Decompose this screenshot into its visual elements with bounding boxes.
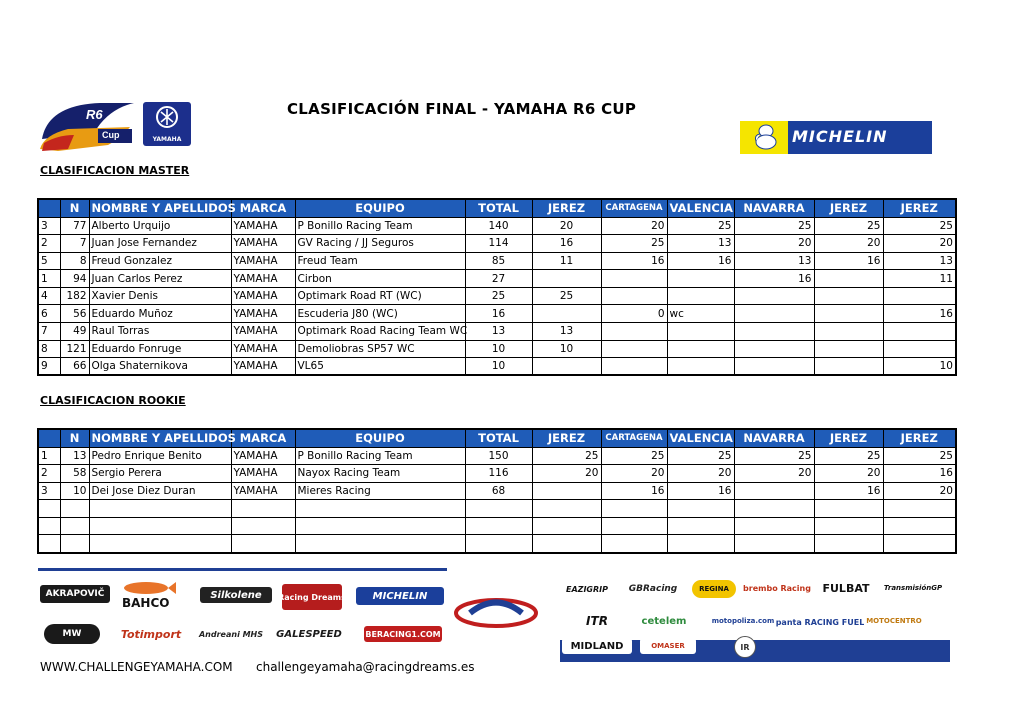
table-cell: 2	[38, 235, 60, 253]
table-cell: 25	[532, 287, 601, 305]
table-cell	[883, 340, 956, 358]
table-cell: 68	[465, 482, 532, 500]
col-header-jerez-1: JEREZ	[532, 429, 601, 447]
r6-cup-logo	[38, 99, 138, 155]
table-cell	[667, 500, 734, 518]
table-cell: YAMAHA	[231, 287, 295, 305]
table-cell: 3	[38, 482, 60, 500]
page-title: CLASIFICACIÓN FINAL - YAMAHA R6 CUP	[287, 100, 637, 118]
table-cell: 10	[465, 340, 532, 358]
table-row	[38, 287, 956, 305]
table-cell: P Bonillo Racing Team	[295, 217, 465, 235]
table-cell	[734, 340, 814, 358]
table-cell	[38, 517, 60, 535]
table-cell: Mieres Racing	[295, 482, 465, 500]
sponsor-silkolene-logo: Silkolene	[200, 587, 272, 603]
table-cell	[60, 517, 89, 535]
table-cell	[532, 305, 601, 323]
table-cell: 20	[814, 465, 883, 483]
table-cell	[601, 535, 667, 553]
sponsor-michelin-logo: MICHELIN	[356, 587, 444, 605]
bahco-fish-icon	[118, 580, 178, 596]
table-cell: 4	[38, 287, 60, 305]
table-cell	[734, 287, 814, 305]
table-cell	[89, 517, 231, 535]
table-cell: Juan Jose Fernandez	[89, 235, 231, 253]
sponsor-eazigrip-logo: EAZIGRIP	[558, 582, 616, 596]
table-cell: 16	[814, 252, 883, 270]
table-cell: 20	[883, 482, 956, 500]
table-cell: VL65	[295, 358, 465, 376]
table-cell: 66	[60, 358, 89, 376]
table-cell: 94	[60, 270, 89, 288]
table-cell: 182	[60, 287, 89, 305]
table-cell	[465, 500, 532, 518]
col-header-jerez-3: JEREZ	[883, 199, 956, 217]
table-cell	[532, 482, 601, 500]
table-cell: 20	[601, 465, 667, 483]
table-cell: 13	[883, 252, 956, 270]
table-cell	[667, 517, 734, 535]
table-cell: 10	[532, 340, 601, 358]
table-cell: Cirbon	[295, 270, 465, 288]
col-header-jerez-3: JEREZ	[883, 429, 956, 447]
sponsor-divider	[38, 568, 447, 571]
table-cell	[734, 482, 814, 500]
table-cell: Sergio Perera	[89, 465, 231, 483]
r6-logo-sub: Cup	[102, 130, 120, 140]
sponsor-gbracing-logo: GBRacing	[622, 580, 684, 598]
table-cell	[532, 517, 601, 535]
table-cell: 9	[38, 358, 60, 376]
table-cell	[601, 517, 667, 535]
table-cell	[814, 535, 883, 553]
table-cell	[734, 305, 814, 323]
table-cell	[532, 500, 601, 518]
col-header-cartagena: CARTAGENA	[601, 199, 667, 217]
table-cell	[667, 340, 734, 358]
table-cell: 25	[734, 447, 814, 465]
sponsor-akrapovic-logo: AKRAPOVIČ	[40, 585, 110, 603]
table-cell	[734, 358, 814, 376]
yamaha-tuning-fork-icon	[143, 102, 191, 134]
table-cell: 85	[465, 252, 532, 270]
table-cell: 116	[465, 465, 532, 483]
table-cell: 20	[601, 217, 667, 235]
table-cell: 20	[734, 465, 814, 483]
table-cell: 16	[883, 465, 956, 483]
table-cell: wc	[667, 305, 734, 323]
table-cell: 1	[38, 447, 60, 465]
table-cell	[883, 517, 956, 535]
table-cell	[60, 500, 89, 518]
table-cell: 16	[883, 305, 956, 323]
col-header-team: EQUIPO	[295, 199, 465, 217]
table-cell: 10	[465, 358, 532, 376]
table-cell: Freud Gonzalez	[89, 252, 231, 270]
table-cell: 25	[601, 235, 667, 253]
col-header-navarra: NAVARRA	[734, 199, 814, 217]
table-cell: Nayox Racing Team	[295, 465, 465, 483]
table-cell: 150	[465, 447, 532, 465]
r6-logo-text: R6	[86, 107, 103, 122]
table-cell: 25	[883, 447, 956, 465]
table-cell: Optimark Road RT (WC)	[295, 287, 465, 305]
table-cell	[231, 517, 295, 535]
table-cell: 25	[465, 287, 532, 305]
table-cell	[295, 517, 465, 535]
table-cell: 114	[465, 235, 532, 253]
table-row	[38, 535, 956, 553]
table-cell: 25	[814, 217, 883, 235]
table-cell	[601, 500, 667, 518]
table-cell: YAMAHA	[231, 465, 295, 483]
table-row	[38, 217, 956, 235]
sponsor-racingdreams-logo: Racing Dreams	[282, 584, 342, 610]
col-header-team: EQUIPO	[295, 429, 465, 447]
table-cell: 58	[60, 465, 89, 483]
sponsor-cetelem-logo: cetelem	[634, 612, 694, 630]
table-cell: 25	[734, 217, 814, 235]
sponsor-itr-logo: ITR	[572, 612, 622, 630]
table-row	[38, 500, 956, 518]
table-cell: YAMAHA	[231, 323, 295, 341]
table-row	[38, 465, 956, 483]
sponsor-galespeed-logo: GALESPEED	[272, 624, 346, 644]
sponsor-beracing-logo: BERACING1.COM	[364, 626, 442, 642]
table-cell	[601, 323, 667, 341]
table-cell: 1	[38, 270, 60, 288]
table-cell	[814, 358, 883, 376]
table-cell: 16	[667, 482, 734, 500]
footer-email[interactable]: challengeyamaha@racingdreams.es	[256, 660, 475, 674]
table-cell	[814, 340, 883, 358]
yamaha-logo-text: YAMAHA	[152, 136, 182, 143]
table-cell: 16	[601, 482, 667, 500]
table-cell: Optimark Road Racing Team WC	[295, 323, 465, 341]
table-cell	[667, 323, 734, 341]
col-header-pos	[38, 429, 60, 447]
michelin-logo	[740, 121, 932, 154]
table-cell	[89, 535, 231, 553]
table-cell: 25	[667, 447, 734, 465]
sponsor-regina-logo: REGINA	[692, 580, 736, 598]
table-cell	[89, 500, 231, 518]
table-cell: YAMAHA	[231, 252, 295, 270]
table-cell	[601, 340, 667, 358]
table-cell: 27	[465, 270, 532, 288]
michelin-bibendum-icon	[740, 121, 788, 154]
table-cell: 20	[734, 235, 814, 253]
table-cell: 5	[38, 252, 60, 270]
table-cell	[231, 500, 295, 518]
sponsor-mw-logo: MW	[44, 624, 100, 644]
table-cell	[667, 535, 734, 553]
table-cell: 25	[667, 217, 734, 235]
col-header-pos	[38, 199, 60, 217]
col-header-brand: MARCA	[231, 429, 295, 447]
table-cell: YAMAHA	[231, 482, 295, 500]
table-cell: 20	[532, 465, 601, 483]
table-cell	[667, 287, 734, 305]
table-cell: 13	[465, 323, 532, 341]
table-cell	[883, 500, 956, 518]
table-cell: YAMAHA	[231, 358, 295, 376]
table-cell	[667, 270, 734, 288]
table-cell: 16	[465, 305, 532, 323]
table-cell: YAMAHA	[231, 447, 295, 465]
table-cell: Pedro Enrique Benito	[89, 447, 231, 465]
col-header-brand: MARCA	[231, 199, 295, 217]
table-row	[38, 323, 956, 341]
col-header-jerez-2: JEREZ	[814, 429, 883, 447]
col-header-cartagena: CARTAGENA	[601, 429, 667, 447]
table-row	[38, 447, 956, 465]
sponsor-motopoliza-logo: motopoliza.com	[710, 614, 776, 628]
table-cell	[601, 270, 667, 288]
table-cell: 20	[667, 465, 734, 483]
table-cell: 56	[60, 305, 89, 323]
table-cell: YAMAHA	[231, 305, 295, 323]
table-cell: 20	[883, 235, 956, 253]
table-cell	[734, 323, 814, 341]
col-header-n: N	[60, 199, 89, 217]
col-header-jerez-1: JEREZ	[532, 199, 601, 217]
table-cell: 25	[883, 217, 956, 235]
table-cell: 20	[532, 217, 601, 235]
rookie-header-row	[38, 429, 956, 447]
table-cell	[814, 305, 883, 323]
sponsor-brembo-logo: brembo Racing	[744, 578, 810, 598]
table-cell: YAMAHA	[231, 340, 295, 358]
table-row	[38, 252, 956, 270]
table-cell: 10	[883, 358, 956, 376]
sponsor-totimport-logo: Totimport	[116, 624, 186, 644]
table-cell: 8	[60, 252, 89, 270]
table-cell	[601, 358, 667, 376]
table-row	[38, 482, 956, 500]
table-cell: 3	[38, 217, 60, 235]
table-cell: Xavier Denis	[89, 287, 231, 305]
table-cell	[465, 535, 532, 553]
table-cell: 121	[60, 340, 89, 358]
footer-website[interactable]: WWW.CHALLENGEYAMAHA.COM	[40, 660, 233, 674]
col-header-valencia: VALENCIA	[667, 199, 734, 217]
table-cell: Raul Torras	[89, 323, 231, 341]
table-cell	[734, 517, 814, 535]
rookie-table-body	[38, 447, 956, 553]
table-cell	[814, 287, 883, 305]
table-cell: 16	[601, 252, 667, 270]
table-row	[38, 517, 956, 535]
table-cell: P Bonillo Racing Team	[295, 447, 465, 465]
table-cell	[532, 535, 601, 553]
table-cell: 10	[60, 482, 89, 500]
table-row	[38, 305, 956, 323]
sponsor-andreani-logo: Andreani MHS	[202, 624, 260, 644]
col-header-name: NOMBRE Y APELLIDOS	[89, 199, 231, 217]
table-cell: YAMAHA	[231, 235, 295, 253]
yamaha-logo	[143, 102, 191, 146]
table-cell: 6	[38, 305, 60, 323]
table-cell: 49	[60, 323, 89, 341]
table-cell: Olga Shaternikova	[89, 358, 231, 376]
table-cell: 77	[60, 217, 89, 235]
table-cell: 13	[667, 235, 734, 253]
table-cell: 13	[734, 252, 814, 270]
table-cell: Demoliobras SP57 WC	[295, 340, 465, 358]
table-cell: YAMAHA	[231, 217, 295, 235]
table-cell	[814, 517, 883, 535]
table-cell	[532, 358, 601, 376]
table-cell	[295, 535, 465, 553]
sponsor-midland-logo: MIDLAND	[562, 638, 632, 654]
table-cell	[883, 287, 956, 305]
table-cell: Freud Team	[295, 252, 465, 270]
sponsor-motocentro-logo: MOTOCENTRO	[864, 614, 924, 628]
rookie-section-title: CLASIFICACION ROOKIE	[40, 394, 186, 407]
sponsor-omaser-logo: OMASER	[640, 638, 696, 654]
table-cell: 140	[465, 217, 532, 235]
sponsor-ir-logo: IR	[734, 636, 756, 658]
table-cell: 13	[532, 323, 601, 341]
table-cell: 16	[734, 270, 814, 288]
table-cell	[38, 500, 60, 518]
master-header-row	[38, 199, 956, 217]
table-cell	[532, 270, 601, 288]
table-cell	[38, 535, 60, 553]
sponsor-cev-logo	[452, 598, 542, 632]
table-cell: 2	[38, 465, 60, 483]
table-row	[38, 235, 956, 253]
col-header-total: TOTAL	[465, 199, 532, 217]
table-cell	[465, 517, 532, 535]
table-cell: 11	[883, 270, 956, 288]
table-cell: Alberto Urquijo	[89, 217, 231, 235]
col-header-total: TOTAL	[465, 429, 532, 447]
table-cell: 7	[38, 323, 60, 341]
table-cell	[601, 287, 667, 305]
table-cell	[667, 358, 734, 376]
col-header-n: N	[60, 429, 89, 447]
col-header-navarra: NAVARRA	[734, 429, 814, 447]
table-cell: 25	[814, 447, 883, 465]
table-cell	[883, 535, 956, 553]
table-row	[38, 358, 956, 376]
sponsor-panta-logo: panta RACING FUEL	[790, 610, 850, 634]
table-cell	[814, 500, 883, 518]
table-cell: 11	[532, 252, 601, 270]
table-cell	[231, 535, 295, 553]
table-cell: 7	[60, 235, 89, 253]
table-cell: 25	[532, 447, 601, 465]
table-cell	[734, 535, 814, 553]
table-cell	[814, 323, 883, 341]
table-cell: 13	[60, 447, 89, 465]
table-cell: 16	[814, 482, 883, 500]
table-cell	[814, 270, 883, 288]
bahco-text: BAHCO	[122, 596, 170, 610]
table-cell	[883, 323, 956, 341]
master-standings-table	[37, 198, 957, 376]
col-header-name: NOMBRE Y APELLIDOS	[89, 429, 231, 447]
master-section-title: CLASIFICACION MASTER	[40, 164, 190, 177]
table-cell: Escuderia J80 (WC)	[295, 305, 465, 323]
table-cell: 16	[532, 235, 601, 253]
table-cell: Dei Jose Diez Duran	[89, 482, 231, 500]
table-cell: 25	[601, 447, 667, 465]
master-table-body	[38, 217, 956, 375]
table-cell: 0	[601, 305, 667, 323]
table-row	[38, 270, 956, 288]
col-header-jerez-2: JEREZ	[814, 199, 883, 217]
table-cell: YAMAHA	[231, 270, 295, 288]
sponsor-fulbat-logo: FULBAT	[818, 578, 874, 598]
table-cell: GV Racing / JJ Seguros	[295, 235, 465, 253]
table-cell: Eduardo Muñoz	[89, 305, 231, 323]
table-cell	[734, 500, 814, 518]
sponsor-bahco-logo	[118, 580, 178, 610]
table-cell	[60, 535, 89, 553]
table-cell: 16	[667, 252, 734, 270]
table-cell	[295, 500, 465, 518]
sponsor-transmisiongp-logo: TransmisiónGP	[880, 580, 946, 596]
table-row	[38, 340, 956, 358]
table-cell: Eduardo Fonruge	[89, 340, 231, 358]
table-cell: Juan Carlos Perez	[89, 270, 231, 288]
table-cell: 8	[38, 340, 60, 358]
col-header-valencia: VALENCIA	[667, 429, 734, 447]
rookie-standings-table	[37, 428, 957, 554]
michelin-logo-text: MICHELIN	[792, 127, 888, 146]
table-cell: 20	[814, 235, 883, 253]
